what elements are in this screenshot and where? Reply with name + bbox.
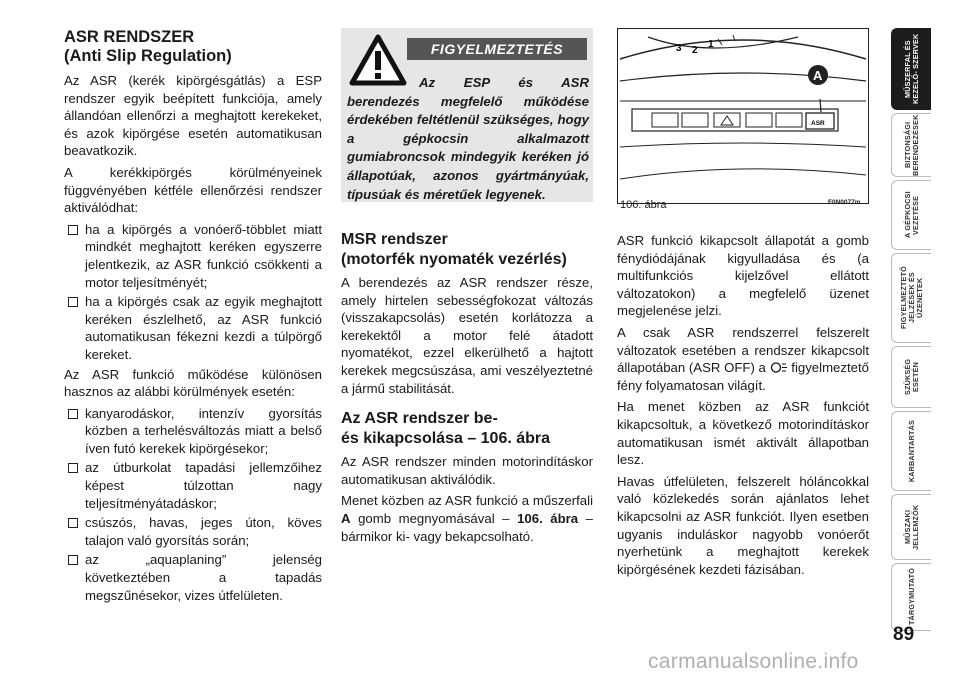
rear-fog-button <box>682 113 708 127</box>
list-item: csúszós, havas, jeges úton, köves talajon való gyorsítás során; <box>64 514 322 549</box>
tab-technical-data[interactable]: MŰSZAKI JELLEMZŐK <box>891 494 931 560</box>
list-item: kanyarodáskor, intenzív gyorsítás közben a terhelésváltozás miatt a belső íven futó kerekek kipörgésekor; <box>64 405 322 458</box>
asr-warning-light-icon <box>770 362 788 373</box>
asr-intro: Az ASR (kerék kipörgésgátlás) a ESP rendszer egyik beépített funkciója, amely állandóan ellenőrzi a meghajtott kerekeket, és azok kipörgése esetén automatikusan beavatkozik. <box>64 73 322 159</box>
list-item: ha a kipörgés a vonóerő-többlet miatt mindkét meghajtott keréken egyszerre jelentkezik, az ASR funkció csökkenti a motor teljesítményét; <box>64 221 322 291</box>
list-item: ha a kipörgés csak az egyik meghajtott keréken észlelhető, az ASR funkció automatikusan fékezni kezdi a túlpörgő kereket. <box>64 293 322 363</box>
list-item: az „aquaplaning” jelenség következtében a tapadás megszűnésekor, vizes útfelületen. <box>64 551 322 604</box>
asr-off-indicator-text: ASR funkció kikapcsolt állapotát a gomb fénydiódájának kigyulladása és (a multifunkciós kijelzővel ellátott változatokon) a megfelelő üzenet megjelenése jelzi. <box>617 233 869 319</box>
warning-box <box>341 28 593 202</box>
checkbox-bullet-icon <box>68 225 78 235</box>
lock-button-2 <box>776 113 802 127</box>
figure-caption: 106. ábra <box>620 199 667 211</box>
tab-maintenance[interactable]: KARBANTARTÁS <box>891 411 931 491</box>
figure-code: F0N0077m <box>828 199 861 206</box>
list-item: az útburkolat tapadási jellemzőihez képest túlzottan nagy teljesítményátadáskor; <box>64 459 322 512</box>
checkbox-bullet-icon <box>68 297 78 307</box>
column-asr <box>64 28 322 606</box>
tab-driving[interactable]: A GÉPKOCSI VEZETÉSE <box>891 180 931 250</box>
warning-title: FIGYELMEZTETÉS <box>407 38 587 60</box>
checkbox-bullet-icon <box>68 555 78 565</box>
column-msr <box>341 230 593 549</box>
msr-heading: MSR rendszer (motorfék nyomaték vezérlés) <box>341 231 567 268</box>
gauge-mark-3: 3 <box>676 43 682 54</box>
asr-modes-intro: A kerékkipörgés körülményeinek függvényében kétféle ellenőrzési rendszer aktiválódhat: <box>64 164 322 216</box>
asr-switch-text-2: Menet közben az ASR funkció a műszerfali A gomb megnyomásával – 106. ábra – bármikor ki- vagy bekapcsolható. <box>341 493 594 544</box>
fog-light-button <box>652 113 678 127</box>
lock-button <box>746 113 772 127</box>
watermark: carmanualsonline.info <box>648 650 859 673</box>
tab-safety-devices[interactable]: BIZTONSÁGI BERENDEZÉSEK <box>891 113 931 177</box>
dashboard-illustration <box>618 29 868 203</box>
asr-restart-text: Ha menet közben az ASR funkciót kikapcsoltuk, a következő motorindításkor automatikusan ismét aktivált állapotban lesz. <box>617 399 869 468</box>
warning-text: Az ESP és ASR berendezés megfelelő működése érdekében feltétlenül szükséges, hogy a gépkocsin alkalmazott gumiabroncsok mindegyik keréken jó állapotúak, azonos gyártmányúak, típusúak és méretűek legyenek. <box>347 75 589 202</box>
tab-index[interactable]: TÁRGYMUTATÓ <box>891 563 931 631</box>
checkbox-bullet-icon <box>68 409 78 419</box>
page-number: 89 <box>893 624 915 645</box>
checkbox-bullet-icon <box>68 463 78 473</box>
asr-usage-intro: Az ASR funkció működése különösen hasznos az alábbi körülmények esetén: <box>64 366 322 400</box>
tab-dashboard-controls[interactable]: MŰSZERFAL ÉS KEZELŐ- SZERVEK <box>891 28 931 110</box>
gauge-mark-1: 1 <box>708 39 714 50</box>
asr-heading: ASR RENDSZER (Anti Slip Regulation) <box>64 28 232 65</box>
msr-text: A berendezés az ASR rendszer része, amely hirtelen sebességfokozat változás (visszakapcsolás) esetén korlátozza a kerekektől a motor felé átadott nyomatékot, ezzel elkerülhető a hajtott kerekek megcsúszása, ami veszélyeztetné a jármű stabilitását. <box>341 275 593 396</box>
asr-snow-text: Havas útfelületen, felszerelt hóláncokkal való közlekedés során ajánlatos lehet kikapcsolni az ASR funkciót. Ilyen esetben ugyanis induláskor nagyobb vonóerőt nyerhetünk a meghajtott kerekek kipörgésének kezdeti fázisában. <box>617 473 869 577</box>
callout-a-label: A <box>813 68 823 83</box>
asr-button-label: ASR <box>811 120 825 127</box>
asr-switch-text-1: Az ASR rendszer minden motorindításkor automatikusan aktiválódik. <box>341 454 593 487</box>
column-asr-off <box>617 232 869 582</box>
tab-warnings-messages[interactable]: FIGYELMEZTETŐ JELZÉSEK ÉS ÜZENETEK <box>891 253 931 343</box>
tab-emergency[interactable]: SZÜKSÉG ESETÉN <box>891 346 931 408</box>
checkbox-bullet-icon <box>68 518 78 528</box>
asr-switch-heading: Az ASR rendszer be- és kikapcsolása – 106. ábra <box>341 410 551 447</box>
asr-off-warning-text: A csak ASR rendszerrel felszerelt változatok esetében a rendszer kikapcsolt állapotában (ASR OFF) a figyelmeztető fény folyamatosan világít. <box>617 324 869 393</box>
figure-106 <box>617 28 869 204</box>
gauge-mark-2: 2 <box>692 45 698 56</box>
